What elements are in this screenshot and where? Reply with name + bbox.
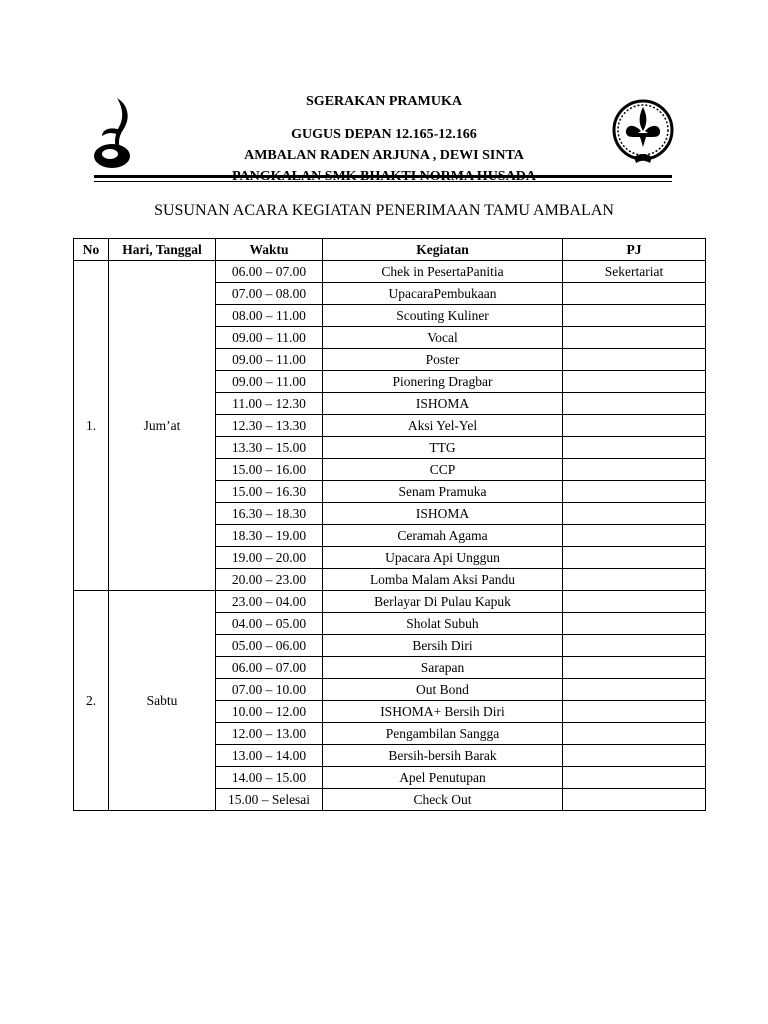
day-name-cell: Jum’at bbox=[109, 261, 216, 591]
pj-cell bbox=[563, 371, 706, 393]
gugus-depan-label: GUGUS DEPAN 12.165-12.166 bbox=[291, 127, 477, 142]
time-cell: 19.00 – 20.00 bbox=[216, 547, 323, 569]
activity-cell: Sarapan bbox=[323, 657, 563, 679]
pj-cell bbox=[563, 701, 706, 723]
pj-cell bbox=[563, 591, 706, 613]
pj-cell bbox=[563, 283, 706, 305]
activity-cell: Poster bbox=[323, 349, 563, 371]
time-cell: 04.00 – 05.00 bbox=[216, 613, 323, 635]
activity-cell: CCP bbox=[323, 459, 563, 481]
time-cell: 16.30 – 18.30 bbox=[216, 503, 323, 525]
pj-cell bbox=[563, 723, 706, 745]
organization-title: SGERAKAN PRAMUKA bbox=[306, 94, 462, 109]
schedule-body bbox=[74, 261, 706, 811]
time-cell: 13.30 – 15.00 bbox=[216, 437, 323, 459]
time-cell: 06.00 – 07.00 bbox=[216, 657, 323, 679]
pj-cell bbox=[563, 415, 706, 437]
column-header-activity: Kegiatan bbox=[323, 239, 563, 261]
pj-cell bbox=[563, 459, 706, 481]
activity-cell: Pengambilan Sangga bbox=[323, 723, 563, 745]
pj-cell bbox=[563, 503, 706, 525]
time-cell: 23.00 – 04.00 bbox=[216, 591, 323, 613]
activity-cell: Apel Penutupan bbox=[323, 767, 563, 789]
header-divider bbox=[94, 175, 672, 178]
activity-cell: TTG bbox=[323, 437, 563, 459]
time-cell: 12.30 – 13.30 bbox=[216, 415, 323, 437]
time-cell: 12.00 – 13.00 bbox=[216, 723, 323, 745]
time-cell: 13.00 – 14.00 bbox=[216, 745, 323, 767]
activity-cell: Aksi Yel-Yel bbox=[323, 415, 563, 437]
activity-cell: Pionering Dragbar bbox=[323, 371, 563, 393]
pj-cell: Sekertariat bbox=[563, 261, 706, 283]
pj-cell bbox=[563, 481, 706, 503]
time-cell: 15.00 – 16.30 bbox=[216, 481, 323, 503]
activity-cell: Check Out bbox=[323, 789, 563, 811]
column-header-no: No bbox=[74, 239, 109, 261]
time-cell: 20.00 – 23.00 bbox=[216, 569, 323, 591]
table-row bbox=[74, 261, 706, 283]
pj-cell bbox=[563, 437, 706, 459]
time-cell: 07.00 – 08.00 bbox=[216, 283, 323, 305]
pj-cell bbox=[563, 789, 706, 811]
time-cell: 08.00 – 11.00 bbox=[216, 305, 323, 327]
pj-cell bbox=[563, 327, 706, 349]
activity-cell: Sholat Subuh bbox=[323, 613, 563, 635]
time-cell: 09.00 – 11.00 bbox=[216, 371, 323, 393]
time-cell: 09.00 – 11.00 bbox=[216, 327, 323, 349]
activity-cell: Berlayar Di Pulau Kapuk bbox=[323, 591, 563, 613]
pj-cell bbox=[563, 657, 706, 679]
time-cell: 15.00 – Selesai bbox=[216, 789, 323, 811]
column-header-time: Waktu bbox=[216, 239, 323, 261]
activity-cell: Out Bond bbox=[323, 679, 563, 701]
pj-cell bbox=[563, 569, 706, 591]
activity-cell: Ceramah Agama bbox=[323, 525, 563, 547]
day-name-cell: Sabtu bbox=[109, 591, 216, 811]
header-divider-thin bbox=[94, 181, 672, 182]
activity-cell: Chek in PesertaPanitia bbox=[323, 261, 563, 283]
table-row bbox=[74, 591, 706, 613]
activity-cell: ISHOMA+ Bersih Diri bbox=[323, 701, 563, 723]
activity-cell: Lomba Malam Aksi Pandu bbox=[323, 569, 563, 591]
pj-cell bbox=[563, 745, 706, 767]
pj-cell bbox=[563, 767, 706, 789]
activity-cell: ISHOMA bbox=[323, 503, 563, 525]
time-cell: 05.00 – 06.00 bbox=[216, 635, 323, 657]
pj-cell bbox=[563, 679, 706, 701]
pj-cell bbox=[563, 613, 706, 635]
document-title: SUSUNAN ACARA KEGIATAN PENERIMAAN TAMU AMBALAN bbox=[154, 202, 614, 219]
time-cell: 11.00 – 12.30 bbox=[216, 393, 323, 415]
activity-cell: UpacaraPembukaan bbox=[323, 283, 563, 305]
time-cell: 15.00 – 16.00 bbox=[216, 459, 323, 481]
pj-cell bbox=[563, 525, 706, 547]
day-number-cell: 2. bbox=[74, 591, 109, 811]
column-header-day: Hari, Tanggal bbox=[109, 239, 216, 261]
time-cell: 06.00 – 07.00 bbox=[216, 261, 323, 283]
activity-cell: Bersih Diri bbox=[323, 635, 563, 657]
activity-cell: Scouting Kuliner bbox=[323, 305, 563, 327]
pj-cell bbox=[563, 635, 706, 657]
activity-cell: Upacara Api Unggun bbox=[323, 547, 563, 569]
table-header-row bbox=[74, 239, 706, 261]
pj-cell bbox=[563, 393, 706, 415]
activity-cell: Bersih-bersih Barak bbox=[323, 745, 563, 767]
time-cell: 09.00 – 11.00 bbox=[216, 349, 323, 371]
activity-cell: ISHOMA bbox=[323, 393, 563, 415]
time-cell: 10.00 – 12.00 bbox=[216, 701, 323, 723]
pj-cell bbox=[563, 305, 706, 327]
day-number-cell: 1. bbox=[74, 261, 109, 591]
time-cell: 07.00 – 10.00 bbox=[216, 679, 323, 701]
ambalan-label: AMBALAN RADEN ARJUNA , DEWI SINTA bbox=[244, 148, 524, 163]
time-cell: 18.30 – 19.00 bbox=[216, 525, 323, 547]
time-cell: 14.00 – 15.00 bbox=[216, 767, 323, 789]
column-header-pj: PJ bbox=[563, 239, 706, 261]
activity-cell: Vocal bbox=[323, 327, 563, 349]
activity-cell: Senam Pramuka bbox=[323, 481, 563, 503]
pj-cell bbox=[563, 547, 706, 569]
pj-cell bbox=[563, 349, 706, 371]
schedule-table bbox=[73, 238, 706, 811]
